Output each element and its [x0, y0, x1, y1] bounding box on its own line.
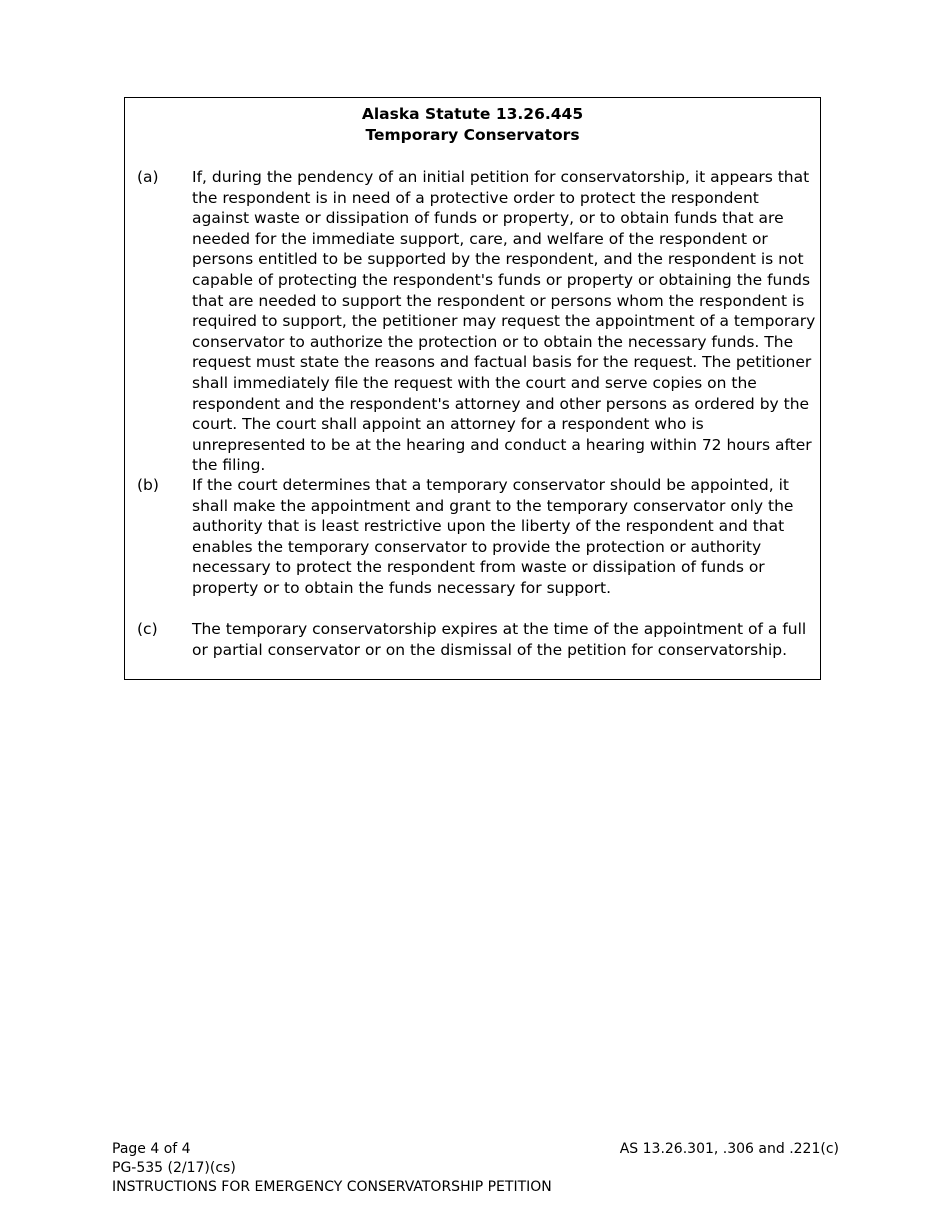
footer-page-number: Page 4 of 4 — [112, 1141, 191, 1157]
statute-title-line1: Alaska Statute 13.26.445 — [361, 105, 584, 123]
footer-form-title: INSTRUCTIONS FOR EMERGENCY CONSERVATORSHIP PETITION — [112, 1179, 552, 1195]
section-label: (b) — [137, 476, 159, 494]
statute-box — [124, 97, 821, 680]
statute-title-line2: Temporary Conservators — [365, 126, 580, 144]
footer-left — [112, 1140, 552, 1197]
footer-form-id: PG-535 (2/17)(cs) — [112, 1160, 236, 1176]
section-text: If, during the pendency of an initial petition for conservatorship, it appears that the respondent is in need of a protective order to protect the respondent against waste or dissipation of funds or property, or to obtain funds that are needed for the immediate support, care, and welfare of the respondent or persons entitled to be supported by the respondent, and the respondent is not capable of protecting the respondent's funds or property or obtaining the funds that are needed to support the respondent or persons whom the respondent is required to support, the petitioner may request the appointment of a temporary conservator to authorize the protection or to obtain the necessary funds. The request must state the reasons and factual basis for the request. The petitioner shall immediately file the request with the court and serve copies on the respondent and the respondent's attorney and other persons as ordered by the court. The court shall appoint an attorney for a respondent who is unrepresented to be at the hearing and conduct a hearing within 72 hours after the filing. — [192, 168, 816, 475]
section-label: (c) — [137, 620, 158, 638]
footer-citation: AS 13.26.301, .306 and .221(c) — [619, 1141, 839, 1157]
section-text: The temporary conservatorship expires at the time of the appointment of a full or partial conservator or on the dismissal of the petition for conservatorship. — [192, 620, 807, 659]
section-label: (a) — [137, 168, 159, 186]
statute-title — [125, 104, 820, 146]
section-text: If the court determines that a temporary conservator should be appointed, it shall make the appointment and grant to the temporary conservator only the authority that is least restrictive upon the liberty of the respondent and that enables the temporary conservator to provide the protection or authority necessary to protect the respondent from waste or dissipation of funds or property or to obtain the funds necessary for support. — [192, 476, 794, 597]
